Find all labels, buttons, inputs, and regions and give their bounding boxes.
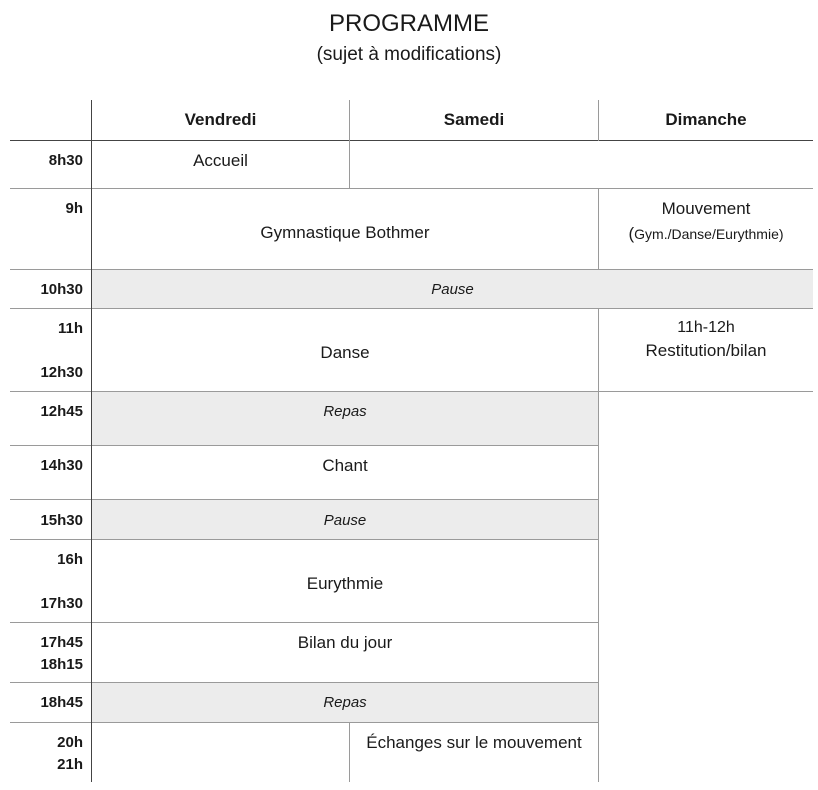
- time-label: 17h45: [40, 634, 83, 651]
- row-divider: [10, 539, 598, 540]
- row-divider: [10, 188, 813, 189]
- time-label: 10h30: [40, 281, 83, 298]
- time-label: 9h: [65, 200, 83, 217]
- time-label: 16h: [57, 551, 83, 568]
- day-header-dimanche: Dimanche: [665, 110, 747, 129]
- activity-danse: Danse: [320, 343, 370, 362]
- day-header-vendredi: Vendredi: [184, 110, 257, 129]
- column-divider-vendredi-samedi: [349, 141, 350, 188]
- activity-eurythmie: Eurythmie: [306, 574, 384, 593]
- activity-repas: Repas: [323, 694, 367, 711]
- time-label: 18h15: [40, 656, 83, 673]
- activity-bilan: Bilan du jour: [297, 633, 393, 652]
- row-divider: [10, 722, 598, 723]
- column-divider-samedi-dimanche: [598, 308, 599, 782]
- activity-mouvement-detail: [599, 224, 813, 244]
- activity-gymnastique: Gymnastique Bothmer: [260, 223, 430, 242]
- page-title: PROGRAMME: [328, 10, 489, 37]
- activity-pause: Pause: [323, 512, 367, 529]
- activity-echanges: Échanges sur le mouvement: [366, 733, 582, 752]
- row-divider: [10, 622, 598, 623]
- activity-mouvement: Mouvement: [661, 199, 751, 218]
- activity-restitution: Restitution/bilan: [645, 341, 767, 360]
- time-label: 17h30: [40, 595, 83, 612]
- time-label: 8h30: [48, 152, 83, 169]
- header-divider: [10, 140, 813, 141]
- time-column-divider: [91, 100, 92, 782]
- activity-pause: Pause: [431, 281, 474, 298]
- time-label: 12h30: [40, 364, 83, 381]
- mouvement-open-paren: (: [628, 224, 635, 243]
- day-header-samedi: Samedi: [443, 110, 505, 129]
- time-label: 20h: [57, 734, 83, 751]
- time-label: 14h30: [40, 457, 83, 474]
- time-label: 12h45: [40, 403, 83, 420]
- mouvement-detail-text: Gym./Danse/Eurythmie): [634, 226, 784, 242]
- row-divider: [10, 499, 598, 500]
- row-divider: [10, 269, 813, 270]
- time-label: 15h30: [40, 512, 83, 529]
- page-subtitle: (sujet à modifications): [316, 44, 502, 65]
- row-divider: [10, 308, 813, 309]
- time-label: 11h: [57, 320, 83, 337]
- time-label: 21h: [57, 756, 83, 773]
- activity-repas: Repas: [323, 403, 367, 420]
- row-divider: [10, 682, 598, 683]
- activity-chant: Chant: [322, 456, 368, 475]
- row-divider: [10, 445, 598, 446]
- activity-restitution-time: 11h-12h: [677, 319, 735, 336]
- activity-accueil: Accueil: [193, 151, 248, 170]
- row-divider: [10, 391, 813, 392]
- time-label: 18h45: [40, 694, 83, 711]
